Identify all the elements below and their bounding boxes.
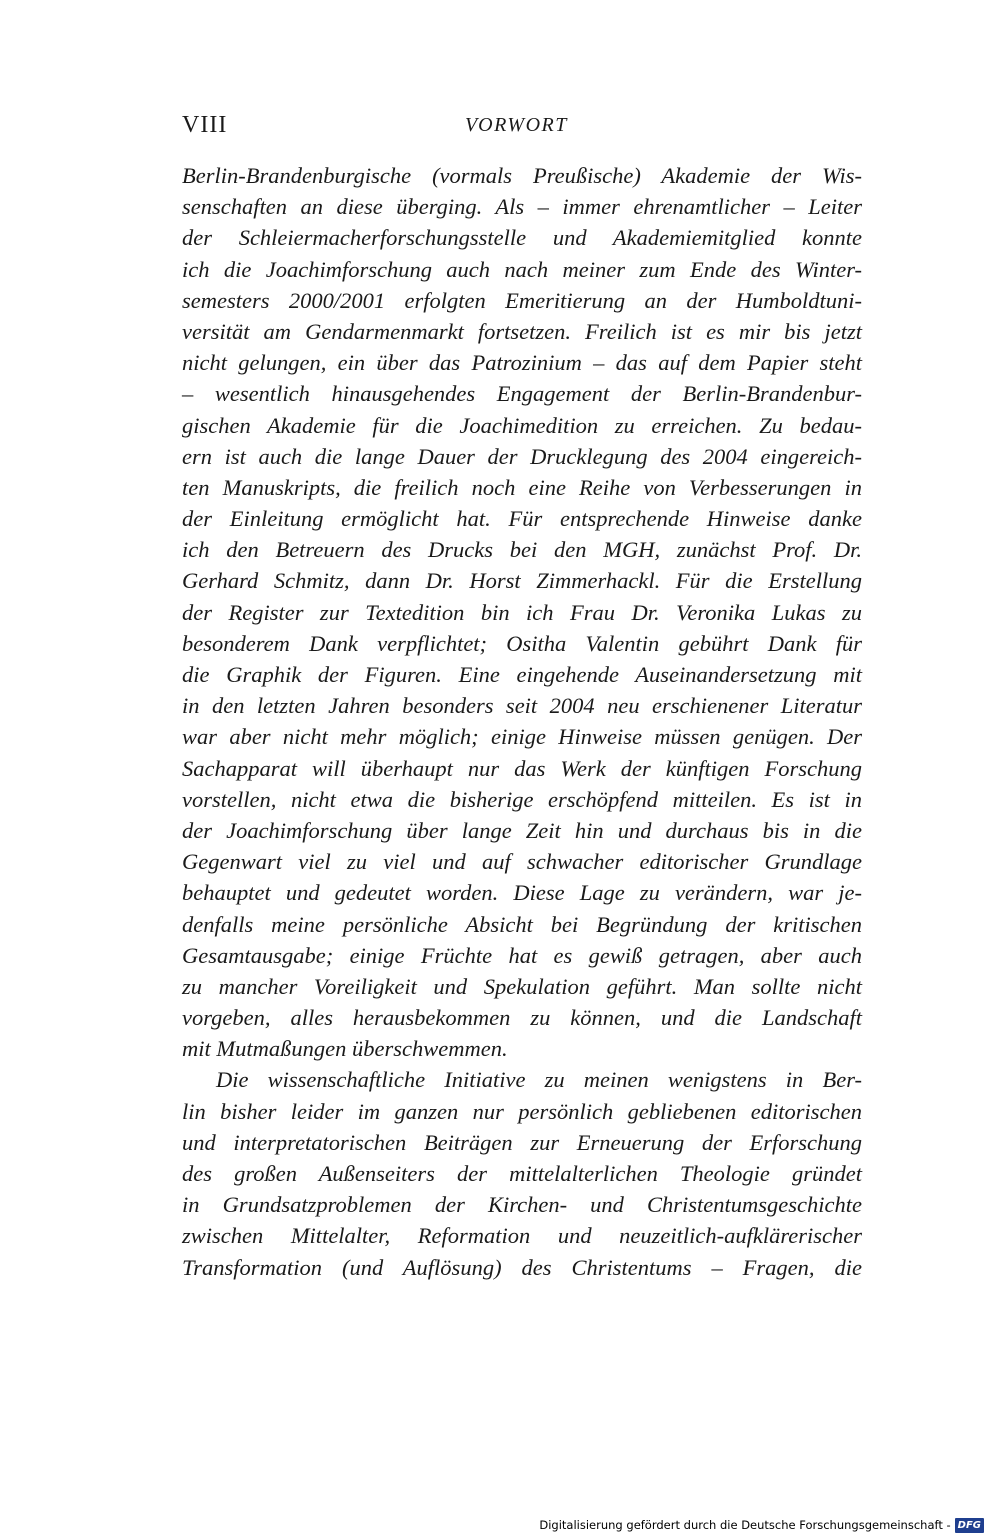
text-line: vorgeben, alles herausbekommen zu können, und die Landschaft [182,1005,862,1031]
text-line: ich den Betreuern des Drucks bei den MGH, zunächst Prof. Dr. [182,537,862,563]
text-line: lin bisher leider im ganzen nur persönlich gebliebenen editorischen [182,1098,862,1124]
text-line: Gesamtausgabe; einige Früchte hat es gewiß getragen, aber auch [182,942,862,968]
text-line: die Graphik der Figuren. Eine eingehende Auseinandersetzung mit [182,662,862,687]
text-line: senschaften an diese überging. Als – immer ehrenamtlicher – Leiter [182,194,862,220]
text-line: nicht gelungen, ein über das Patrozinium – das auf dem Papier steht [182,350,862,376]
text-line: mit Mutmaßungen überschwemmen. [182,1036,508,1062]
paragraph [182,160,862,1064]
text-line: zwischen Mittelalter, Reformation und neuzeitlich-aufklärerischer [182,1223,862,1249]
running-head: VORWORT [465,114,568,136]
dfg-logo-icon: DFG [955,1518,984,1533]
text-line: Berlin-Brandenburgische (vormals Preußische) Akademie der Wis- [182,163,862,188]
paragraph [182,1064,862,1282]
text-line: der Register zur Textedition bin ich Frau Dr. Veronika Lukas zu [182,599,862,625]
text-line: versität am Gendarmenmarkt fortsetzen. Freilich ist es mir bis jetzt [182,318,862,344]
text-line: gischen Akademie für die Joachimedition zu erreichen. Zu bedau- [182,412,862,438]
digitization-credit-text: Digitalisierung gefördert durch die Deutsche Forschungsgemeinschaft - [539,1518,951,1532]
text-line: Gerhard Schmitz, dann Dr. Horst Zimmerhackl. Für die Erstellung [182,568,862,594]
text-line: ern ist auch die lange Dauer der Drucklegung des 2004 eingereich- [182,443,862,469]
text-line: zu mancher Voreiligkeit und Spekulation geführt. Man sollte nicht [182,973,862,999]
text-line: war aber nicht mehr möglich; einige Hinweise müssen genügen. Der [182,724,862,750]
text-line: in Grundsatzproblemen der Kirchen- und Christentumsgeschichte [182,1192,862,1218]
text-line: besonderem Dank verpflichtet; Ositha Valentin gebührt Dank für [182,630,862,656]
text-line: denfalls meine persönliche Absicht bei Begründung der kritischen [182,911,862,937]
text-line: in den letzten Jahren besonders seit 2004 neu erschienener Literatur [182,693,862,719]
text-line: Transformation (und Auflösung) des Christentums – Fragen, die [182,1254,862,1280]
text-line: Gegenwart viel zu viel und auf schwacher editorischer Grundlage [182,849,862,875]
text-line: ich die Joachimforschung auch nach meiner zum Ende des Winter- [182,256,862,282]
text-line: Die wissenschaftliche Initiative zu meinen wenigstens in Ber- [216,1067,862,1093]
page-number: VIII [182,112,228,138]
text-line: der Joachimforschung über lange Zeit hin und durchaus bis in die [182,817,862,843]
text-line: semesters 2000/2001 erfolgten Emeritierung an der Humboldtuni- [182,287,862,313]
body-text [182,160,862,1283]
text-line: ten Manuskripts, die freilich noch eine Reihe von Verbesserungen in [182,474,862,500]
text-line: und interpretatorischen Beiträgen zur Erneuerung der Erforschung [182,1129,862,1155]
text-line: der Schleiermacherforschungsstelle und Akademiemitglied konnte [182,225,862,251]
text-line: Sachapparat will überhaupt nur das Werk der künftigen Forschung [182,755,862,781]
text-line: – wesentlich hinausgehendes Engagement der Berlin-Brandenbur- [182,381,862,407]
digitization-credit [539,1516,984,1534]
text-line: behauptet und gedeutet worden. Diese Lage zu verändern, war je- [182,880,862,906]
text-line: des großen Außenseiters der mittelalterlichen Theologie gründet [182,1161,862,1186]
text-line: vorstellen, nicht etwa die bisherige erschöpfend mitteilen. Es ist in [182,786,862,812]
text-line: der Einleitung ermöglicht hat. Für entsprechende Hinweise danke [182,506,862,532]
